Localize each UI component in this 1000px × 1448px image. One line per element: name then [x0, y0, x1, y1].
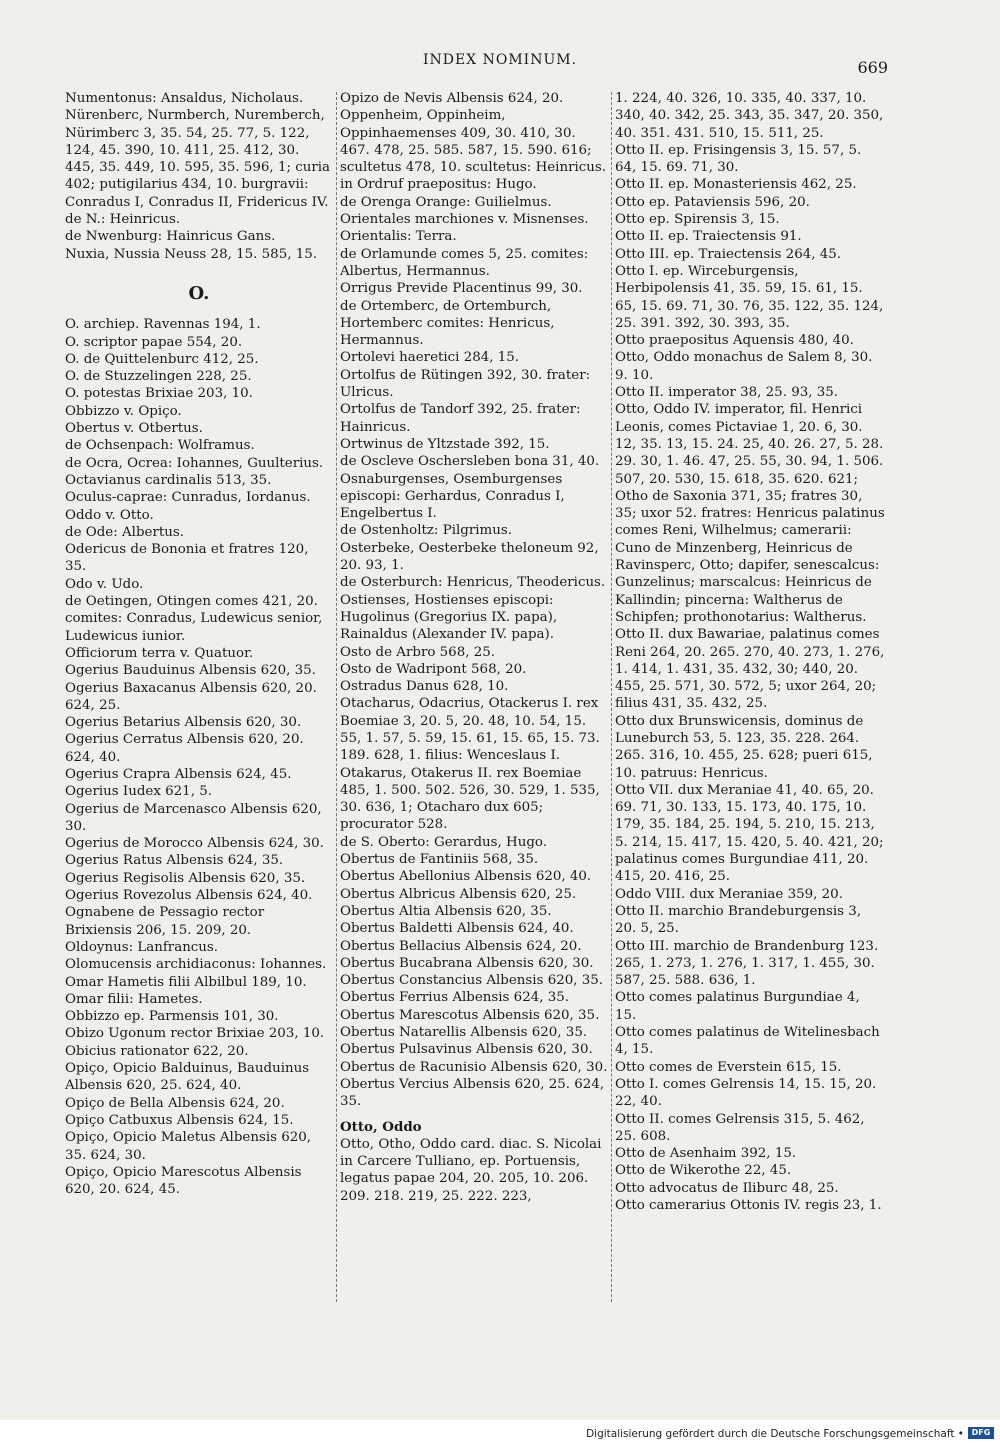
- index-entry: Numentonus: Ansaldus, Nicholaus.: [65, 91, 304, 106]
- index-entry: Oculus-caprae: Cunradus, Iordanus.: [65, 490, 311, 506]
- index-entry: Ogerius Regisolis Albensis 620, 35.: [65, 870, 306, 886]
- index-entry: Osto de Wadripont 568, 20.: [340, 661, 527, 677]
- index-entry: Omar filii: Hametes.: [65, 991, 203, 1007]
- index-entry: de Ode: Albertus.: [65, 524, 184, 540]
- index-entry: Otto II. imperator 38, 25. 93, 35.: [615, 385, 839, 401]
- index-entry: de Ostenholtz: Pilgrimus.: [340, 523, 512, 539]
- index-entry: Ortolevi haeretici 284, 15.: [340, 350, 520, 366]
- index-entry: Ogerius Bauduinus Albensis 620, 35.: [65, 663, 316, 679]
- index-entry: Opiço, Opicio Balduinus, Bauduinus Albensis 620, 25. 624, 40.: [65, 1061, 310, 1094]
- index-entry: Officiorum terra v. Quatuor.: [65, 645, 254, 661]
- index-entry: Otto, Oddo monachus de Salem 8, 30. 9. 10.: [615, 350, 873, 383]
- index-entry: Ortwinus de Yltzstade 392, 15.: [340, 436, 550, 452]
- index-entry: Obertus Pulsavinus Albensis 620, 30.: [340, 1042, 593, 1058]
- index-entry: O. de Quittelenburc 412, 25.: [65, 351, 259, 367]
- index-entry: Otto de Wikerothe 22, 45.: [615, 1163, 792, 1179]
- index-entry: Ogerius Crapra Albensis 624, 45.: [65, 766, 292, 782]
- running-title: INDEX NOMINUM.: [422, 52, 578, 68]
- index-entry: Obertus Albricus Albensis 620, 25.: [340, 886, 577, 902]
- index-entry: de S. Oberto: Gerardus, Hugo.: [340, 834, 547, 850]
- index-entry: Oddo v. Otto.: [65, 507, 154, 523]
- index-entry: Nürenberc, Nurmberch, Nuremberch, Nürimberc 3, 35. 54, 25. 77, 5. 122, 124, 45. 390, 10. 411, 25. 412, 30. 445, 35. 449, 10. 595, 35. 596, 1; curia 402; putigilarius 434, 10. burgravii: Conradus I, Conradus II, Fridericus IV. de N.: Heinricus.: [65, 108, 331, 228]
- index-entry: Opiço, Opicio Marescotus Albensis 620, 20. 624, 45.: [65, 1164, 302, 1198]
- index-entry: Ogerius de Marcenasco Albensis 620, 30.: [65, 801, 322, 834]
- index-entry: Ogerius Iudex 621, 5.: [65, 784, 212, 800]
- dfg-logo-icon: DFG: [968, 1427, 994, 1439]
- index-entry: Opiço, Opicio Maletus Albensis 620, 35. 624, 30.: [65, 1130, 312, 1163]
- index-entry: de Ocra, Ocrea: Iohannes, Guulterius.: [65, 455, 324, 471]
- index-entry: Otto II. ep. Frisingensis 3, 15. 57, 5. 64, 15. 69. 71, 30.: [615, 142, 862, 176]
- index-column-2: [340, 90, 608, 1205]
- page-number: 669: [857, 58, 888, 77]
- index-entry: Opizo de Nevis Albensis 624, 20.: [340, 91, 564, 106]
- index-entry: Osterbeke, Oesterbeke theloneum 92, 20. 93, 1.: [340, 540, 599, 574]
- footer-bar: [0, 1420, 1000, 1448]
- index-entry: O. archiep. Ravennas 194, 1.: [65, 317, 261, 333]
- index-entry: de Orenga Orange: Guilielmus.: [340, 194, 552, 210]
- index-entry: de Orlamunde comes 5, 25. comites: Albertus, Hermannus.: [340, 246, 589, 279]
- index-entry: Otto II. dux Bawariae, palatinus comes Reni 264, 20. 265. 270, 40. 273, 1. 276, 1. 414, 1. 431, 35. 432, 30; 440, 20. 455, 25. 571, 30. 572, 5; uxor 264, 20; filius 431, 35. 432, 25.: [615, 627, 885, 712]
- index-entry: Osto de Arbro 568, 25.: [340, 644, 496, 660]
- index-entry: de Ortemberc, de Ortemburch, Hortemberc comites: Henricus, Hermannus.: [340, 298, 555, 349]
- index-entry: Omar Hametis filii Albilbul 189, 10.: [65, 974, 307, 990]
- index-entry: Otto advocatus de Iliburc 48, 25.: [615, 1180, 839, 1196]
- index-entry: Obertus Bucabrana Albensis 620, 30.: [340, 955, 594, 971]
- index-entry: Otto II. ep. Monasteriensis 462, 25.: [615, 177, 857, 193]
- index-entry: Opiço de Bella Albensis 624, 20.: [65, 1095, 285, 1111]
- index-entry: Oppenheim, Oppinheim, Oppinhaemenses 409, 30. 410, 30. 467. 478, 25. 585. 587, 15. 590. 616; scultetus 478, 10. scultetus: Heinricus.: [340, 108, 607, 176]
- index-entry: Orientales marchiones v. Misnenses.: [340, 212, 589, 228]
- index-entry: Otto de Asenhaim 392, 15.: [615, 1146, 797, 1162]
- index-entry: Ogerius Ratus Albensis 624, 35.: [65, 853, 284, 869]
- column-divider: [611, 92, 612, 1302]
- index-entry: Otto dux Brunswicensis, dominus de Luneburch 53, 5. 123, 35. 228. 264. 265. 316, 10. 455, 25. 628; pueri 615, 10. patruus: Henricus.: [615, 713, 873, 781]
- index-entry: Ogerius Betarius Albensis 620, 30.: [65, 715, 302, 731]
- index-entry: Obertus de Racunisio Albensis 620, 30.: [340, 1059, 608, 1075]
- index-entry: de Oscleve Oschersleben bona 31, 40.: [340, 454, 600, 470]
- index-column-1: [65, 90, 333, 1198]
- index-entry: Otto I. comes Gelrensis 14, 15. 15, 20. 22, 40.: [615, 1076, 877, 1110]
- index-entry: Otto II. marchio Brandeburgensis 3, 20. 5, 25.: [615, 903, 862, 937]
- index-entry: Octavianus cardinalis 513, 35.: [65, 472, 272, 488]
- index-entry: Otto, Otho, Oddo card. diac. S. Nicolai in Carcere Tulliano, ep. Portuensis, legatus papae 204, 20. 205, 10. 206. 209. 218. 219, 25. 222. 223,: [340, 1136, 602, 1204]
- index-entry: Otto, Oddo IV. imperator, fil. Henrici Leonis, comes Pictaviae 1, 20. 6, 30. 12, 35. 13, 15. 24. 25, 40. 26. 27, 5. 28. 29. 30, 1. 46. 47, 25. 55, 30. 94, 1. 506. 507, 20. 530, 15. 618, 35. 620. 621; Otho de Saxonia 371, 35; fratres 30, 35; uxor 52. fratres: Henricus palatinus comes Reni, Wilhelmus; camerarii: Cuno de Minzenberg, Heinricus de Ravinsperc, Otto; dapifer, senescalcus: Gunzelinus; marscalcus: Heinricus de Kallindin; pincerna: Waltherus de Schipfen; prothonotarius: Waltherus.: [615, 402, 885, 625]
- index-entry: de Oetingen, Otingen comes 421, 20. comites: Conradus, Ludewicus senior, Ludewicus iunior.: [65, 594, 323, 644]
- letter-heading: O.: [188, 282, 210, 304]
- index-entry: Obertus Natarellis Albensis 620, 35.: [340, 1025, 588, 1041]
- index-entry: Obbizzo v. Opiço.: [65, 403, 182, 419]
- index-entry: Otto VII. dux Meraniae 41, 40. 65, 20. 69. 71, 30. 133, 15. 173, 40. 175, 10. 179, 35. 184, 25. 194, 5. 210, 15. 213, 5. 214, 15. 417, 15. 420, 5. 40. 421, 20; palatinus comes Burgundiae 411, 20. 415, 20. 416, 25.: [615, 782, 884, 885]
- footer-credit: Digitalisierung gefördert durch die Deutsche Forschungsgemeinschaft •: [586, 1428, 964, 1440]
- index-entry: Obbizzo ep. Parmensis 101, 30.: [65, 1009, 279, 1025]
- index-entry: Otto camerarius Ottonis IV. regis 23, 1.: [615, 1198, 882, 1213]
- index-entry: Oldoynus: Lanfrancus.: [65, 939, 219, 955]
- index-column-3: [615, 90, 885, 1214]
- index-entry: Obertus v. Otbertus.: [65, 421, 203, 437]
- index-entry: Odo v. Udo.: [65, 576, 144, 592]
- index-entry: Obertus Altia Albensis 620, 35.: [340, 903, 552, 919]
- section-heading: Otto, Oddo: [340, 1118, 422, 1135]
- index-entry: Obertus Constancius Albensis 620, 35.: [340, 973, 604, 989]
- index-entry: Oddo VIII. dux Meraniae 359, 20.: [615, 886, 843, 902]
- index-entry: Otto III. marchio de Brandenburg 123. 265, 1. 273, 1. 276, 1. 317, 1. 455, 30. 587, 25. 588. 636, 1.: [615, 938, 879, 989]
- index-entry: Obizo Ugonum rector Brixiae 203, 10.: [65, 1026, 325, 1042]
- index-entry: Obertus Abellonius Albensis 620, 40.: [340, 869, 592, 885]
- index-entry: Otto comes de Everstein 615, 15.: [615, 1059, 842, 1075]
- index-entry: O. potestas Brixiae 203, 10.: [65, 386, 253, 402]
- index-entry: Opiço Catbuxus Albensis 624, 15.: [65, 1112, 294, 1128]
- index-entry: de Ochsenpach: Wolframus.: [65, 438, 255, 454]
- index-entry: Ognabene de Pessagio rector Brixiensis 206, 15. 209, 20.: [65, 905, 265, 938]
- index-entry: de Osterburch: Henricus, Theodericus.: [340, 575, 606, 591]
- index-entry: Otto ep. Spirensis 3, 15.: [615, 212, 780, 228]
- index-entry: Ogerius Cerratus Albensis 620, 20. 624, 40.: [65, 732, 304, 765]
- index-entry: Nuxia, Nussia Neuss 28, 15. 585, 15.: [65, 246, 318, 262]
- index-entry: Osnaburgenses, Osemburgenses episcopi: Gerhardus, Conradus I, Engelbertus I.: [340, 471, 565, 522]
- index-entry: Odericus de Bononia et fratres 120, 35.: [65, 542, 309, 575]
- index-entry: Otto praepositus Aquensis 480, 40.: [615, 333, 854, 349]
- index-entry: Ogerius de Morocco Albensis 624, 30.: [65, 836, 324, 852]
- column-divider: [336, 92, 337, 1302]
- index-entry: Ortolfus de Rütingen 392, 30. frater: Ulricus.: [340, 367, 591, 401]
- index-entry: 1. 224, 40. 326, 10. 335, 40. 337, 10. 340, 40. 342, 25. 343, 35. 347, 20. 350, 40. 351. 431. 510, 15. 511, 25.: [615, 91, 884, 141]
- index-entry: Olomucensis archidiaconus: Iohannes.: [65, 957, 327, 973]
- index-entry: de Nwenburg: Hainricus Gans.: [65, 229, 276, 245]
- index-entry: Otakarus, Otakerus II. rex Boemiae 485, 1. 500. 502. 526, 30. 529, 1. 535, 30. 636, 1; Otacharo dux 605; procurator 528.: [340, 765, 600, 833]
- index-entry: Obicius rationator 622, 20.: [65, 1043, 249, 1059]
- index-entry: Ostradus Danus 628, 10.: [340, 679, 509, 695]
- index-entry: Ogerius Rovezolus Albensis 624, 40.: [65, 888, 313, 904]
- index-entry: Otacharus, Odacrius, Otackerus I. rex Boemiae 3, 20. 5, 20. 48, 10. 54, 15. 55, 1. 57, 5. 59, 15. 61, 15. 65, 15. 73. 189. 628, 1. filius: Wenceslaus I.: [340, 696, 600, 764]
- index-entry: Ortolfus de Tandorf 392, 25. frater: Hainricus.: [340, 402, 581, 435]
- index-entry: Obertus Ferrius Albensis 624, 35.: [340, 990, 570, 1006]
- index-entry: Orientalis: Terra.: [340, 229, 457, 245]
- index-entry: O. scriptor papae 554, 20.: [65, 334, 243, 350]
- index-entry: Otto comes palatinus Burgundiae 4, 15.: [615, 990, 860, 1023]
- index-entry: Otto III. ep. Traiectensis 264, 45.: [615, 246, 842, 262]
- index-entry: Otto II. comes Gelrensis 315, 5. 462, 25. 608.: [615, 1111, 865, 1144]
- index-entry: Ogerius Baxacanus Albensis 620, 20. 624, 25.: [65, 680, 317, 713]
- index-entry: O. de Stuzzelingen 228, 25.: [65, 369, 252, 385]
- index-entry: Obertus Baldetti Albensis 624, 40.: [340, 921, 574, 937]
- index-entry: Obertus Bellacius Albensis 624, 20.: [340, 938, 582, 954]
- index-entry: Otto ep. Pataviensis 596, 20.: [615, 194, 810, 210]
- index-entry: Obertus Vercius Albensis 620, 25. 624, 35.: [340, 1076, 605, 1110]
- index-entry: Orrigus Previde Placentinus 99, 30.: [340, 281, 583, 297]
- index-entry: Otto comes palatinus de Witelinesbach 4, 15.: [615, 1025, 880, 1058]
- index-entry: Ostienses, Hostienses episcopi: Hugolinus (Gregorius IX. papa), Rainaldus (Alexander IV. papa).: [340, 592, 558, 643]
- index-entry: in Ordruf praepositus: Hugo.: [340, 177, 537, 193]
- index-entry: Obertus Marescotus Albensis 620, 35.: [340, 1007, 600, 1023]
- index-entry: Otto I. ep. Wirceburgensis, Herbipolensis 41, 35. 59, 15. 61, 15. 65, 15. 69. 71, 30. 76, 35. 122, 35. 124, 25. 391. 392, 30. 393, 35.: [615, 263, 884, 331]
- index-entry: Obertus de Fantiniis 568, 35.: [340, 852, 539, 868]
- index-entry: Otto II. ep. Traiectensis 91.: [615, 229, 802, 245]
